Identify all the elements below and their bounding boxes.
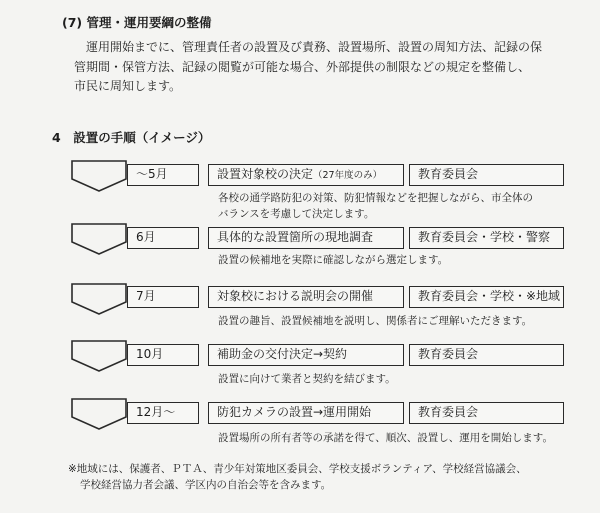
step-5-task: 防犯カメラの設置→運用開始 [208, 402, 404, 424]
step-1-description-line-1: 各校の通学路防犯の対策、防犯情報などを把握しながら、市全体の [218, 192, 533, 204]
step-1-description-line-2: バランスを考慮して決定します。 [218, 208, 375, 220]
step-1-task [208, 164, 404, 186]
step-4-description: 設置に向けて業者と契約を結びます。 [218, 373, 396, 385]
step-4-chevron-icon [70, 339, 128, 373]
step-5-description: 設置場所の所有者等の承諾を得て、順次、設置し、運用を開始します。 [218, 432, 553, 444]
step-5-month: 12月～ [127, 402, 199, 424]
step-2-chevron-icon [70, 222, 128, 256]
step-4-task: 補助金の交付決定→契約 [208, 344, 404, 366]
section-7-title: (7) 管理・運用要綱の整備 [62, 15, 212, 30]
paragraph-line-1: 運用開始までに、管理責任者の設置及び責務、設置場所、設置の周知方法、記録の保 [86, 40, 543, 54]
step-2-responsible: 教育委員会・学校・警察 [409, 227, 564, 249]
step-1-chevron-icon [70, 159, 128, 193]
footnote-line-2: 学校経営協力者会議、学区内の自治会等を含みます。 [80, 479, 332, 491]
step-4-month: 10月 [127, 344, 199, 366]
paragraph-line-3: 市民に周知します。 [74, 79, 182, 93]
step-2-description: 設置の候補地を実際に確認しながら選定します。 [218, 254, 449, 266]
step-3-task: 対象校における説明会の開催 [208, 286, 404, 308]
step-2-task: 具体的な設置箇所の現地調査 [208, 227, 404, 249]
step-5-chevron-icon [70, 397, 128, 431]
step-5-responsible: 教育委員会 [409, 402, 564, 424]
step-3-chevron-icon [70, 282, 128, 316]
section-4-title: 4 設置の手順（イメージ） [52, 130, 211, 145]
paragraph-line-2: 管期間・保管方法、記録の閲覧が可能な場合、外部提供の制限などの規定を整備し、 [74, 59, 531, 74]
footnote-line-1: ※地域には、保護者、ＰＴＡ、青少年対策地区委員会、学校支援ボランティア、学校経営協議会、 [68, 463, 527, 475]
step-2-month: 6月 [127, 227, 199, 249]
step-3-responsible: 教育委員会・学校・※地域 [409, 286, 564, 308]
step-1-responsible: 教育委員会 [409, 164, 564, 186]
step-4-responsible: 教育委員会 [409, 344, 564, 366]
step-1-task-label: 設置対象校の決定 [217, 167, 314, 181]
step-1-month: ～5月 [127, 164, 199, 186]
step-3-month: 7月 [127, 286, 199, 308]
section-7-paragraph [74, 38, 582, 97]
footnote [68, 461, 527, 493]
step-3-description: 設置の趣旨、設置候補地を説明し、関係者にご理解いただきます。 [218, 315, 533, 327]
step-1-task-note: （27年度のみ） [313, 170, 383, 181]
step-1-description [218, 190, 533, 222]
